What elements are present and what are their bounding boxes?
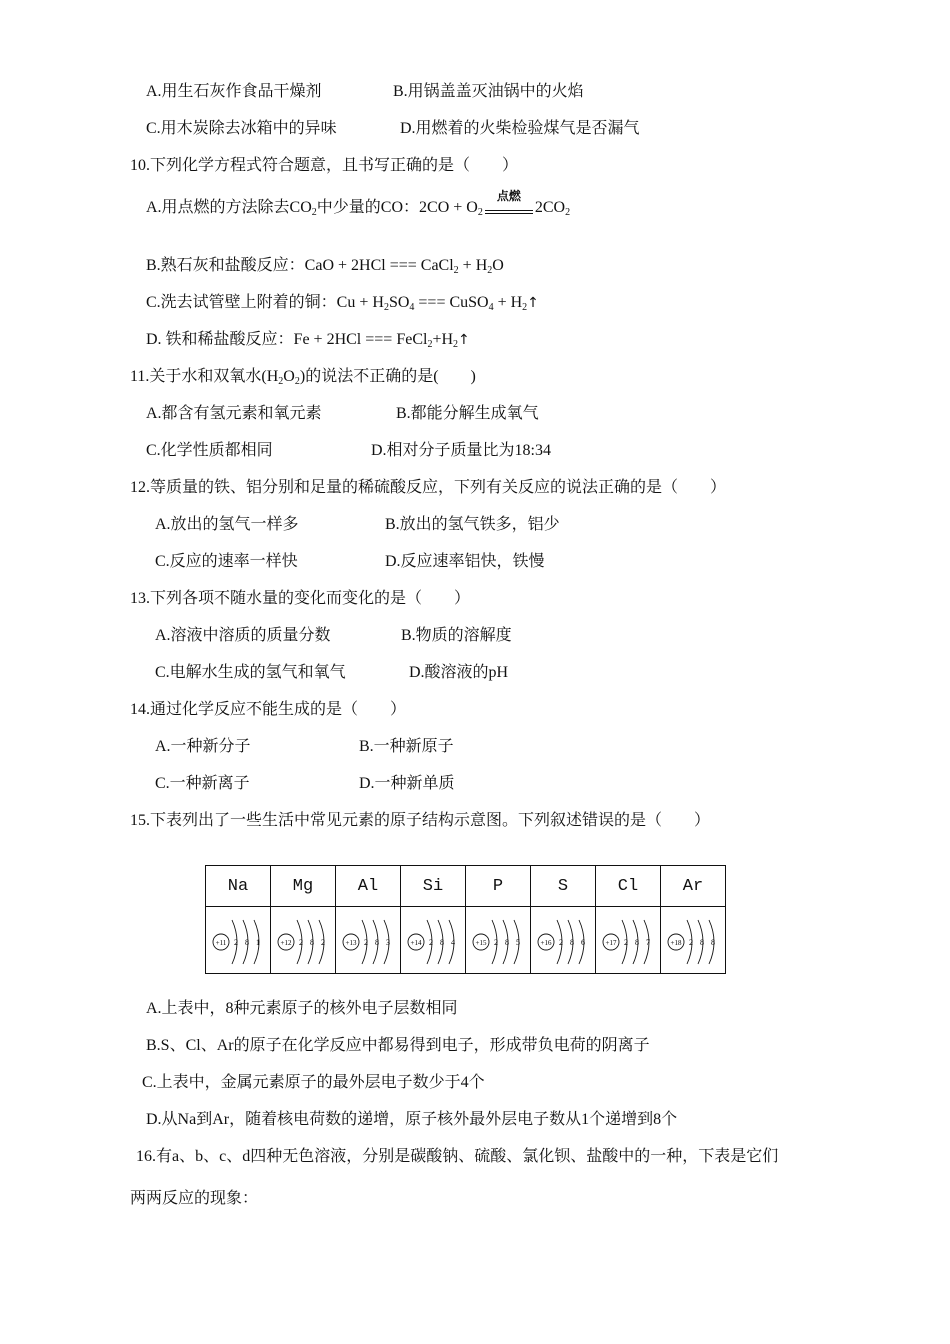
nucleus-charge: +14 xyxy=(410,939,422,947)
condition-label: 点燃 xyxy=(496,189,521,203)
q15-option-d: D.从Na到Ar，随着核电荷数的递增，原子核外最外层电子数从1个递增到8个 xyxy=(146,1111,678,1128)
subscript: 4 xyxy=(409,302,415,313)
q10-option-b xyxy=(146,256,504,276)
shell-electron-count: 8 xyxy=(700,938,704,947)
q13-stem: 13.下列各项不随水量的变化而变化的是（ ） xyxy=(130,590,471,607)
q10-b-end: O xyxy=(492,257,504,274)
atomic-structure-table xyxy=(205,865,726,974)
shell-electron-count: 8 xyxy=(570,938,574,947)
gas-arrow-icon: ↑ xyxy=(527,295,539,311)
shell-electron-count: 1 xyxy=(256,938,260,947)
nucleus-charge: +16 xyxy=(540,939,552,947)
element-symbol: Cl xyxy=(596,866,661,907)
atom-diagram-cell xyxy=(466,907,531,974)
q9-option-d: D.用燃着的火柴检验煤气是否漏气 xyxy=(400,120,640,137)
shell-electron-count: 8 xyxy=(245,938,249,947)
subscript: 2 xyxy=(487,265,493,276)
nucleus-charge: +17 xyxy=(605,939,617,947)
q10-option-d xyxy=(146,330,470,350)
subscript: 2 xyxy=(311,207,317,218)
shell-electron-count: 2 xyxy=(234,938,238,947)
shell-electron-count: 2 xyxy=(624,938,628,947)
q11-stem xyxy=(130,367,476,387)
atom-diagram-na xyxy=(206,908,270,972)
reaction-condition xyxy=(483,189,535,218)
q12-option-c: C.反应的速率一样快 xyxy=(155,553,298,570)
q11-stem-a: 11.关于水和双氧水(H xyxy=(130,368,279,385)
nucleus-charge: +12 xyxy=(280,939,292,947)
shell-electron-count: 2 xyxy=(364,938,368,947)
atom-diagram-ar xyxy=(661,908,725,972)
atom-diagram-cell xyxy=(336,907,401,974)
q11-option-b: B.都能分解生成氧气 xyxy=(396,405,539,422)
q10-b-tail: + H xyxy=(458,257,488,274)
shell-electron-count: 4 xyxy=(451,938,455,947)
q10-option-a xyxy=(146,189,571,218)
atom-diagram-row xyxy=(206,907,726,974)
q10-option-c xyxy=(146,293,539,313)
subscript: 2 xyxy=(383,302,389,313)
q11-option-c: C.化学性质都相同 xyxy=(146,442,273,459)
q14-stem: 14.通过化学反应不能生成的是（ ） xyxy=(130,701,407,718)
q12-option-b: B.放出的氢气铁多，铝少 xyxy=(385,516,560,533)
element-symbol: Na xyxy=(206,866,271,907)
atom-diagram-cell xyxy=(531,907,596,974)
subscript: 2 xyxy=(294,376,300,387)
element-symbol: Al xyxy=(336,866,401,907)
q15-option-b: B.S、Cl、Ar的原子在化学反应中都易得到电子，形成带负电荷的阴离子 xyxy=(146,1037,650,1054)
q10-a-product: 2CO xyxy=(534,199,566,216)
atom-diagram-cell xyxy=(401,907,466,974)
q10-c-mid: SO xyxy=(388,294,410,311)
shell-electron-count: 2 xyxy=(494,938,498,947)
subscript: 2 xyxy=(453,339,459,350)
subscript: 2 xyxy=(565,207,571,218)
atom-diagram-cell xyxy=(661,907,726,974)
shell-electron-count: 8 xyxy=(375,938,379,947)
atom-diagram-cell xyxy=(271,907,336,974)
q9-option-b: B.用锅盖盖灭油锅中的火焰 xyxy=(393,83,584,100)
subscript: 2 xyxy=(453,265,459,276)
q16-stem-line2: 两两反应的现象： xyxy=(130,1190,259,1207)
element-symbol: Mg xyxy=(271,866,336,907)
shell-electron-count: 5 xyxy=(516,938,520,947)
q13-option-a: A.溶液中溶质的质量分数 xyxy=(155,627,331,644)
shell-electron-count: 6 xyxy=(581,938,585,947)
atom-diagram-mg xyxy=(271,908,335,972)
q12-option-a: A.放出的氢气一样多 xyxy=(155,516,299,533)
shell-electron-count: 2 xyxy=(299,938,303,947)
q13-option-b: B.物质的溶解度 xyxy=(401,627,512,644)
atom-diagram-si xyxy=(401,908,465,972)
q10-c-text: C.洗去试管壁上附着的铜：Cu + H xyxy=(146,294,384,311)
shell-electron-count: 8 xyxy=(440,938,444,947)
shell-electron-count: 8 xyxy=(711,938,715,947)
q10-a-text: A.用点燃的方法除去CO xyxy=(146,199,312,216)
q14-option-a: A.一种新分子 xyxy=(155,738,251,755)
shell-electron-count: 2 xyxy=(559,938,563,947)
subscript: 2 xyxy=(427,339,433,350)
shell-electron-count: 2 xyxy=(321,938,325,947)
atom-diagram-p xyxy=(466,908,530,972)
subscript: 2 xyxy=(477,207,483,218)
shell-electron-count: 8 xyxy=(505,938,509,947)
shell-electron-count: 8 xyxy=(310,938,314,947)
shell-electron-count: 2 xyxy=(429,938,433,947)
nucleus-charge: +15 xyxy=(475,939,487,947)
q10-d-tail: +H xyxy=(432,331,454,348)
q15-option-c: C.上表中，金属元素原子的最外层电子数少于4个 xyxy=(142,1074,485,1091)
q15-stem: 15.下表列出了一些生活中常见元素的原子结构示意图。下列叙述错误的是（ ） xyxy=(130,812,711,829)
q10-b-text: B.熟石灰和盐酸反应：CaO + 2HCl === CaCl xyxy=(146,257,454,274)
shell-electron-count: 7 xyxy=(646,938,650,947)
q9-option-c: C.用木炭除去冰箱中的异味 xyxy=(146,120,337,137)
element-symbol: S xyxy=(531,866,596,907)
element-symbol: P xyxy=(466,866,531,907)
q10-c-mid2: === CuSO xyxy=(414,294,489,311)
q11-stem-b: O xyxy=(283,368,295,385)
q10-a-text2: 中少量的CO：2CO + O xyxy=(316,199,478,216)
atom-diagram-al xyxy=(336,908,400,972)
gas-arrow-icon: ↑ xyxy=(458,332,470,348)
q14-option-c: C.一种新离子 xyxy=(155,775,250,792)
q13-option-d: D.酸溶液的pH xyxy=(409,664,509,681)
q12-option-d: D.反应速率铝快，铁慢 xyxy=(385,553,545,570)
shell-electron-count: 8 xyxy=(635,938,639,947)
element-symbol-row xyxy=(206,866,726,907)
q10-c-mid3: + H xyxy=(493,294,523,311)
q10-d-text: D. 铁和稀盐酸反应：Fe + 2HCl === FeCl xyxy=(146,331,428,348)
element-symbol: Ar xyxy=(661,866,726,907)
q11-option-d: D.相对分子质量比为18:34 xyxy=(371,442,552,459)
nucleus-charge: +18 xyxy=(670,939,682,947)
atom-diagram-cl xyxy=(596,908,660,972)
nucleus-charge: +13 xyxy=(345,939,357,947)
q13-option-c: C.电解水生成的氢气和氧气 xyxy=(155,664,346,681)
q10-stem: 10.下列化学方程式符合题意，且书写正确的是（ ） xyxy=(130,157,519,174)
subscript: 2 xyxy=(278,376,284,387)
shell-electron-count: 2 xyxy=(689,938,693,947)
subscript: 2 xyxy=(522,302,528,313)
atom-diagram-s xyxy=(531,908,595,972)
q12-stem: 12.等质量的铁、铝分别和足量的稀硫酸反应，下列有关反应的说法正确的是（ ） xyxy=(130,479,727,496)
atom-diagram-cell xyxy=(596,907,661,974)
q14-option-b: B.一种新原子 xyxy=(359,738,454,755)
q14-option-d: D.一种新单质 xyxy=(359,775,455,792)
q16-stem-line1: 16.有a、b、c、d四种无色溶液，分别是碳酸钠、硫酸、氯化钡、盐酸中的一种，下表是它们 xyxy=(136,1148,779,1165)
atom-diagram-cell xyxy=(206,907,271,974)
nucleus-charge: +11 xyxy=(215,939,227,947)
shell-electron-count: 3 xyxy=(386,938,390,947)
q11-stem-c: )的说法不正确的是( ) xyxy=(299,368,476,385)
element-symbol: Si xyxy=(401,866,466,907)
q15-option-a: A.上表中，8种元素原子的核外电子层数相同 xyxy=(146,1000,458,1017)
q9-option-a: A.用生石灰作食品干燥剂 xyxy=(146,83,322,100)
q11-option-a: A.都含有氢元素和氧元素 xyxy=(146,405,322,422)
subscript: 4 xyxy=(488,302,494,313)
